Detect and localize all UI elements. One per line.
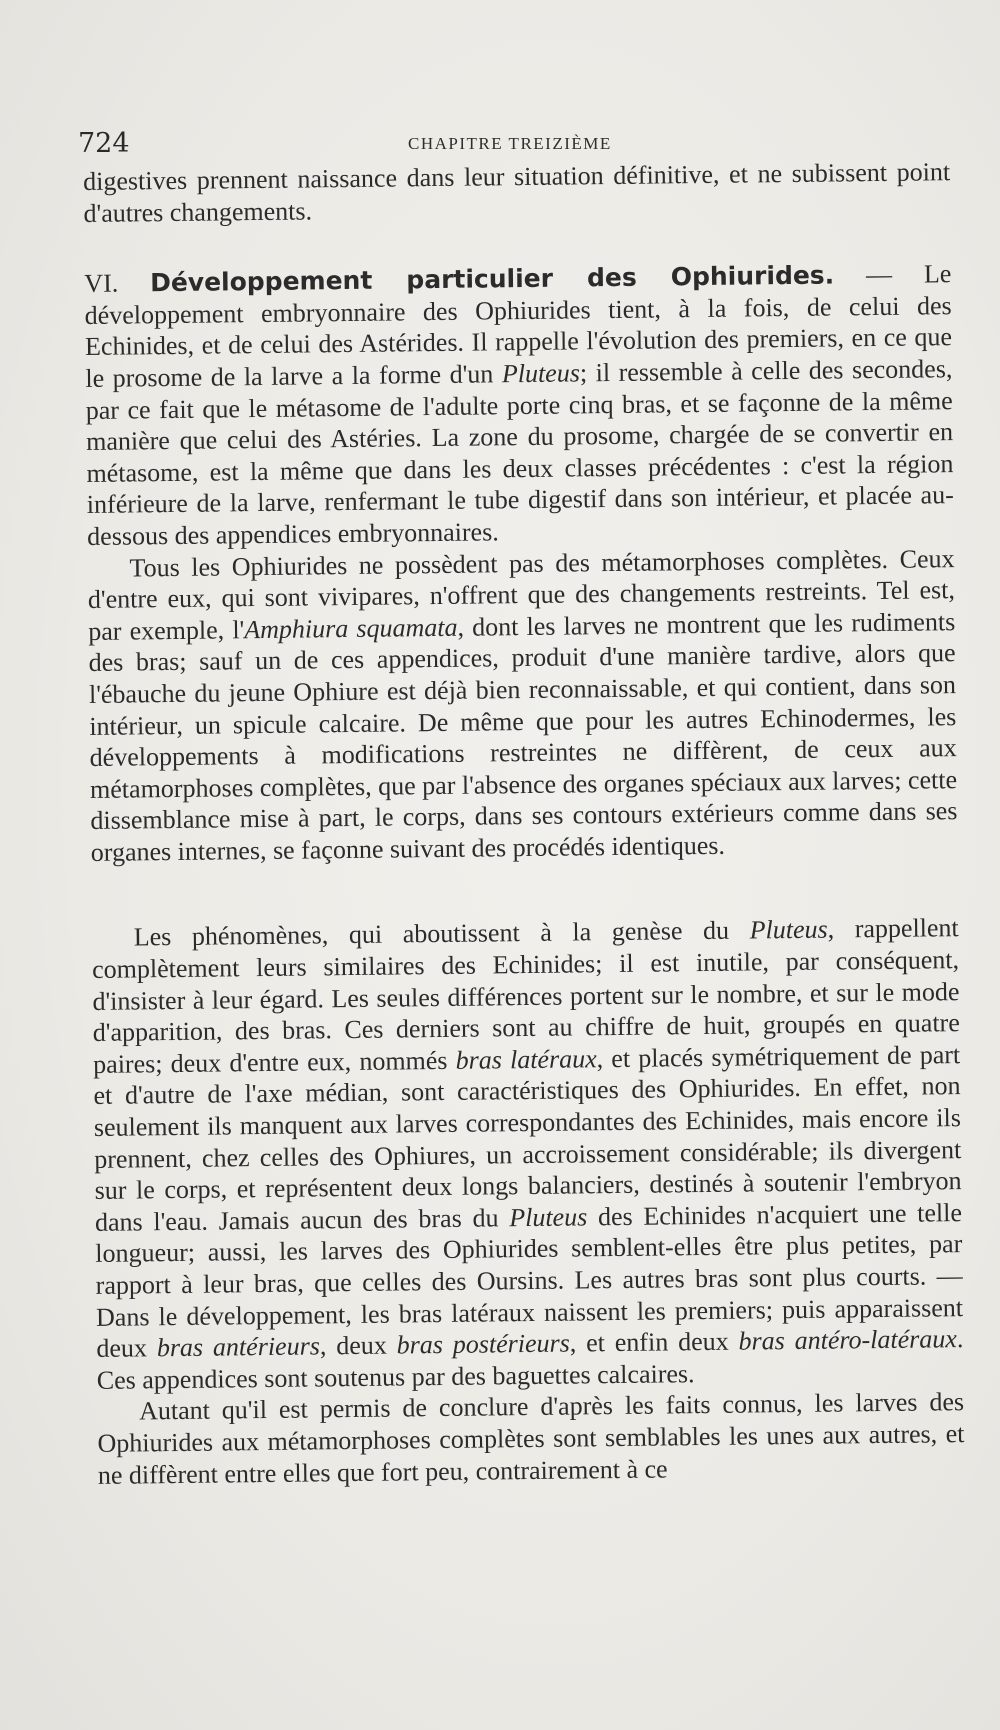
section-number: VI. xyxy=(84,268,119,299)
italic-term: bras latéraux xyxy=(455,1044,597,1075)
running-head: CHAPITRE TREIZIÈME xyxy=(408,134,612,153)
section-title: Développement particulier des Ophiurides. xyxy=(149,260,835,298)
body-text xyxy=(83,156,965,1491)
italic-term: Pluteus xyxy=(509,1202,588,1233)
italic-term: bras antéro-latéraux xyxy=(738,1324,958,1356)
paragraph-section-vi xyxy=(84,258,954,552)
text-run: . Ces appendices sont soutenus par des baguettes calcaires. xyxy=(96,1324,964,1395)
text-run: , dont les larves ne montrent que les rudiments des bras; sauf un de ces appendices, produit d'une manière tardive, alors que l'ébauche du jeune Ophiure est déjà bien reconnaissable, et qui contient, dans son intérieur, un spicule calcaire. De même que pour les autres Echinodermes, les développements à modifications restreintes ne diffèrent, de ceux aux métamorphoses complètes, que par l'absence des organes spéciaux aux larves; cette dissemblance mise à part, le corps, dans ses contours extérieurs comme dans ses organes internes, se façonne suivant des procédés identiques. xyxy=(88,606,958,867)
paragraph-larvae-comparison: Autant qu'il est permis de conclure d'après les faits connus, les larves des Ophiurides aux métamorphoses complètes sont semblables les unes aux autres, et ne diffèrent entre elles que fort peu, contrairement à ce xyxy=(97,1387,965,1490)
paragraph-ophiurides-viviparous xyxy=(87,543,958,869)
page-number: 724 xyxy=(78,128,130,159)
text-run: Le développement embryonnaire des Ophiurides tient, à la fois, de celui des Echinides, et de celui des Astérides. Il rappelle l'évolution des premiers, en ce que le prosome de la larve a la forme d'un xyxy=(84,259,953,393)
italic-term: Amphiura squamata xyxy=(244,612,458,644)
text-run: , deux xyxy=(319,1330,397,1361)
text-run: , et placés symétriquement de part et d'autre de l'axe médian, sont caractéristiques des Ophiurides. En effet, non seulement ils manquent aux larves correspondantes des Echinides, mais encore ils prennent, chez celles des Ophiures, un accroissement considérable; ils divergent sur le corps, et représentent deux longs balanciers, destinés à soutenir l'embryon dans l'eau. Jamais aucun des bras du xyxy=(93,1039,962,1237)
italic-term: Pluteus xyxy=(501,358,581,389)
text-run: , et enfin deux xyxy=(569,1326,739,1358)
paragraph-continuation: digestives prennent naissance dans leur situation définitive, et ne subissent point d'autres changements. xyxy=(83,157,951,228)
italic-term: Pluteus xyxy=(749,915,828,945)
italic-term: bras postérieurs xyxy=(396,1328,570,1360)
paragraph-pluteus-genesis xyxy=(92,913,964,1397)
text-run: Les phénomènes, qui aboutissent à la genèse du xyxy=(133,915,750,952)
text-run: , rappellent complètement leurs similaires des Echinides; il est inutile, par conséquent, d'insister à leur égard. Les seules différences portent sur le nombre, et sur le mode d'apparition, des bras. Ces derniers sont au chiffre de huit, groupés en quatre paires; deux d'entre eux, nommés xyxy=(91,913,960,1079)
text-run: Tous les Ophiurides ne possèdent pas des métamorphoses complètes. Ceux d'entre eux, qui sont vivipares, n'offrent que des changements restreints. Tel est, par exemple, l' xyxy=(87,543,956,646)
italic-term: bras antérieurs xyxy=(156,1331,321,1363)
text-run: ; il ressemble à celle des secondes, par ce fait que le métasome de l'adulte porte cinq bras, et se façonne de la même manière que celui des Astéries. La zone du prosome, chargée de se convertir en métasome, est la même que dans les deux classes précédentes : c'est la région inférieure de la larve, renfermant le tube digestif dans son intérieur, et placée au-dessous des appendices embryonnaires. xyxy=(85,354,954,551)
section-dash: — xyxy=(834,259,925,290)
text-run: des Echinides n'acquiert une telle longueur; aussi, les larves des Ophiurides semblent-elles être plus petites, par rapport à leur bras, que celles des Oursins. Les autres bras sont plus courts. — Dans le développement, les bras latéraux naissent les premiers; puis apparaissent deux xyxy=(95,1197,964,1364)
